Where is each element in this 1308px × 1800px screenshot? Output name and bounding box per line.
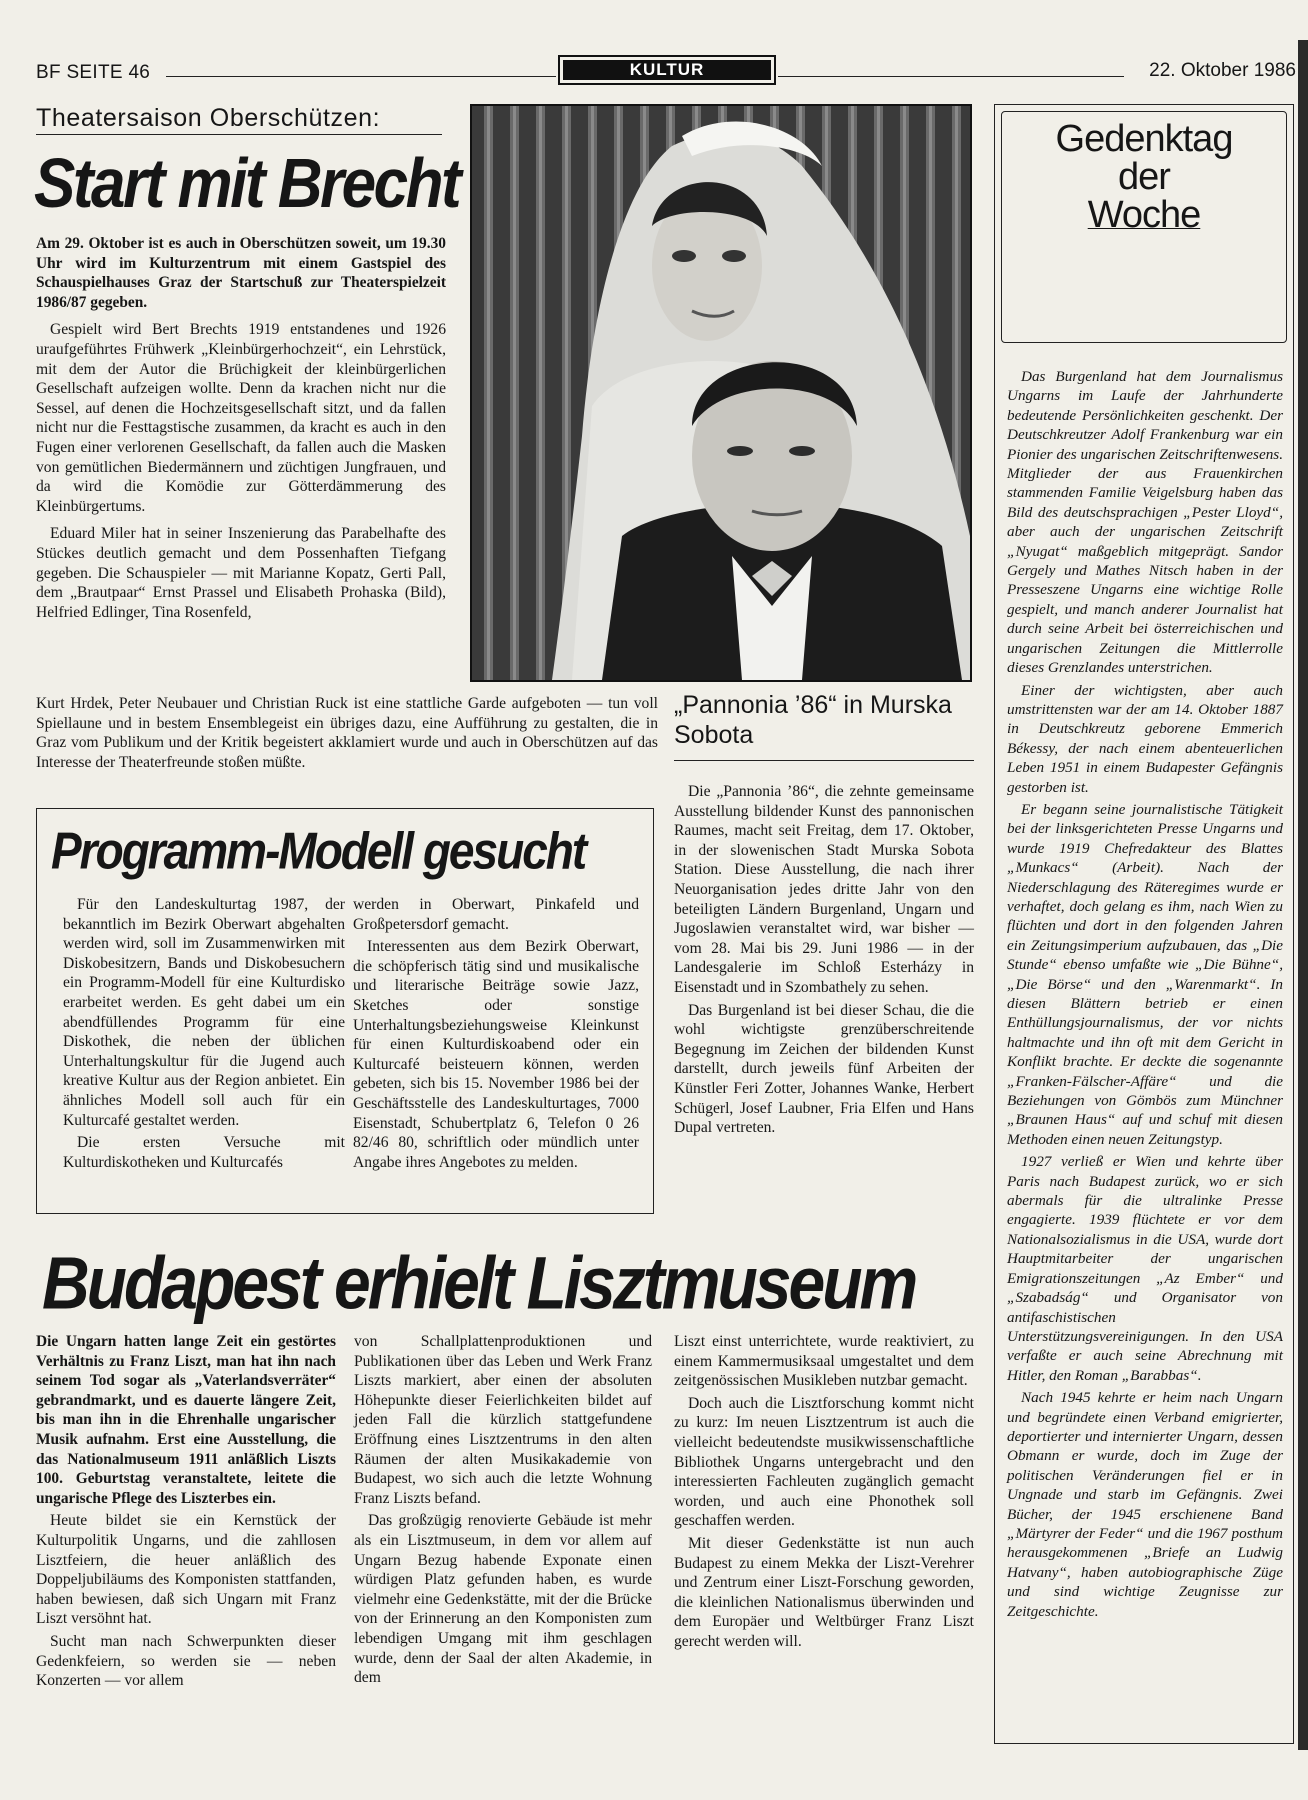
sidebar-paragraph: Er begann seine journalistische Tätigkeit bei der linksgerichteten Presse Ungarns und wurde 1919 Chefredakteur des Blattes „Munkacs“ (Arbeit). Nach der Niederschlagung des Räteregimes wurde er verhaftet, doch gelang es ihm, nach Wien zu flüchten und dort in den folgenden Jahren ein Zeitungsimperium aufzubauen, das „Die Stunde“ ebenso umfaßte wie „Die Bühne“, „Die Börse“ und den „Warenmarkt“. In diesen Blättern betrieb er einen Enthüllungsjournalismus, der vor nichts haltmachte und ihn oft mit dem Gericht in Konflikt brachte. Er deckte die sogenannte „Franken-Fälscher-Affäre“ und die Beziehungen von Gömbös zum Münchner „Braunen Haus“ auf und schuf mit diesen Methoden einen neuen Zeitungstyp. [1007, 800, 1283, 1148]
article4-col1 [36, 1332, 336, 1694]
page-edge [1298, 40, 1308, 1750]
article2-box [36, 808, 654, 1214]
article4-paragraph: von Schallplattenproduktionen und Publikationen über das Leben und Werk Franz Liszts markiert, aber einen der absoluten Höhepunkte dieser Feierlichkeiten bildet auf jeden Fall die kürzlich stattgefundene Eröffnung eines Lisztzentrums in den alten Räumen der alten Musikakademie von Budapest, wo sich auch die letzte Wohnung Franz Liszts befand. [354, 1333, 652, 1507]
article4-paragraph: Sucht man nach Schwerpunkten dieser Gedenkfeiern, so werden sie — neben Konzerten — vor allem [36, 1632, 336, 1690]
article1-paragraph: Kurt Hrdek, Peter Neubauer und Christian Ruck ist eine stattliche Garde aufgeboten — tun voll Spiellaune und in bestem Ensemblegeist ein übriges dazu, eine Aufführung zu gestalten, die in Graz vom Publikum und der Kritik begeistert akklamiert wurde und auch in Oberschützen auf das Interesse der Theaterfreunde stoßen müßte. [36, 695, 658, 771]
theater-photo [470, 104, 972, 682]
article1-body-cont [36, 694, 658, 775]
article4-headline: Budapest erhielt Lisztmuseum [42, 1241, 916, 1325]
issue-date: 22. Oktober 1986 [1149, 60, 1296, 81]
article2-headline: Programm-Modell gesucht [51, 821, 586, 880]
kicker-rule [36, 134, 442, 135]
page-number: BF SEITE 46 [36, 62, 151, 83]
article3-headline: „Pannonia ’86“ in Murska Sobota [674, 691, 952, 749]
article1-headline: Start mit Brecht [34, 150, 465, 219]
article4-paragraph: Mit dieser Gedenkstätte ist nun auch Budapest zu einem Mekka der Liszt-Verehrer und Zentrum einer Liszt-Forschung geworden, die kleinlichen Nationalismus überwinden und dem Europäer und Weltbürger Franz Liszt gerecht werden will. [674, 1534, 974, 1650]
header-rule-left [166, 76, 556, 77]
article1-body [36, 234, 446, 625]
article4-lead: Die Ungarn hatten lange Zeit ein gestörtes Verhältnis zu Franz Liszt, man hat ihn nach seinem Tod sogar als „Vaterlandsverräter“ gebrandmarkt, und es dauerte längere Zeit, bis man ihn in die Ehrenhalle ungarischer Musik aufnahm. Erst eine Ausstellung, die das Nationalmuseum 1911 anläßlich Liszts 100. Geburtstag veranstaltete, leitete die ungarische Pflege des Liszterbes ein. [36, 1333, 336, 1507]
sidebar-title-frame [1001, 111, 1287, 343]
sidebar-box [994, 104, 1294, 1744]
article1-paragraph: Gespielt wird Bert Brechts 1919 entstandenes und 1926 uraufgeführtes Frühwerk „Kleinbürgerhochzeit“, ein Lehrstück, mit dem der Autor die Brüchigkeit der kleinbürgerlichen Gesellschaft aufzeigen wollte. Denn da krachen nicht nur die Sessel, auf denen die Hochzeitsgesellschaft sitzt, und da fallen nicht nur die Festtagstische zusammen, da kracht es auch in den Fugen einer verlorenen Gesellschaft, da fallen auch die Masken von gemütlichen Biedermännern und züchtigen Jungfrauen, und da wird die Komödie zur Götterdämmerung des Kleinbürgertums. [36, 321, 446, 515]
article4-paragraph: Doch auch die Lisztforschung kommt nicht zu kurz: Im neuen Lisztzentrum ist auch die vielleicht bedeutendste musikwissenschaftliche Bibliothek Ungarns untergebracht und den interessierten Fachleuten zugänglich gemacht worden, und auch eine Phonothek soll geschaffen werden. [674, 1394, 974, 1530]
article3-paragraph: Das Burgenland ist bei dieser Schau, die die wohl wichtigste grenzüberschreitende Begegnung im Zeichen der bildenden Kunst darstellt, durch jeweils fünf Arbeiten der Künstler Feri Zotter, Johannes Wanke, Herbert Schügerl, Josef Laubner, Fria Elfen und Hans Dupal vertreten. [674, 1001, 974, 1137]
article2-paragraph: werden in Oberwart, Pinkafeld und Großpetersdorf gemacht. [353, 896, 639, 933]
article2-col1 [63, 895, 345, 1175]
header-rule-right [778, 76, 1124, 77]
sidebar-paragraph: 1927 verließ er Wien und kehrte über Paris nach Budapest zurück, wo er sich abermals für die ultralinke Presse engagierte. 1939 flüchtete er vor dem Nationalsozialismus in die USA, wurde dort Hauptmitarbeiter der ungarischen Emigrationszeitungen „Az Ember“ und „Szabadság“ und Organisator von antifaschistischen Unterstützungsvereinigungen. In den USA verfaßte er auch seine Abrechnung mit Hitler, den Roman „Barabbas“. [1007, 1153, 1283, 1384]
article4-col3 [674, 1332, 974, 1655]
article2-col2 [353, 895, 639, 1175]
section-label: KULTUR [563, 60, 771, 80]
article1-kicker: Theatersaison Oberschützen: [36, 104, 381, 132]
sidebar-paragraph: Einer der wichtigsten, aber auch umstrittensten war der am 14. Oktober 1887 in Deutschkreutz geborene Emmerich Békessy, der nach einem abenteuerlichen Leben 1951 in einem Budapester Gefängnis gestorben ist. [1007, 681, 1283, 796]
article3-body [674, 782, 974, 1141]
sidebar-body [1007, 367, 1283, 1624]
sidebar-paragraph: Nach 1945 kehrte er heim nach Ungarn und begründete einen Verband emigrierter, deportierter und internierter Ungarn, dessen Obmann er wurde, doch im Zuge der politischen Veränderungen fiel er in Ungnade und starb im Gefängnis. Zwei Bücher, der 1945 erschienene Band „Märtyrer der Feder“ und die 1967 posthum herausgekommenen „Briefe an Ludwig Hatvany“, haben autobiographische Züge und sind wichtige Zeugnisse zur Zeitgeschichte. [1007, 1389, 1283, 1620]
article2-paragraph: Interessenten aus dem Bezirk Oberwart, die schöpferisch tätig sind und musikalische und literarische Beiträge sowie Jazz, Sketches oder sonstige Unterhaltungsbeziehungsweise Kleinkunst für einen Kulturdiskoabend oder ein Kulturcafé beisteuern können, werden gebeten, sich bis 15. November 1986 bei der Geschäftsstelle des Landeskulturtages, 7000 Eisenstadt, Schubertplatz 6, Telefon 0 26 82/46 80, schriftlich oder mündlich unter Angabe ihres Angebotes zu melden. [353, 938, 639, 1171]
article4-col2 [354, 1332, 652, 1691]
sidebar-paragraph: Das Burgenland hat dem Journalismus Ungarns im Laufe der Jahrhunderte bedeutende Persönlichkeiten geschenkt. Der Deutschkreutzer Adolf Frankenburg war ein Pionier des ungarischen Zeitschriftenwesens. Mitglieder der aus Frauenkirchen stammenden Familie Veigelsburg haben das Bild des deutschsprachigen „Pester Lloyd“, aber auch der ungarischen Zeitschrift „Nyugat“ maßgeblich mitgeprägt. Sandor Gergely und Mathes Nitsch haben in der Presseszene Ungarns eine wichtige Rolle gespielt, und manch anderer Journalist hat durch seine Arbeit bei österreichischen und ungarischen Zeitungen die Mittlerrolle dieses Grenzlandes unterstrichen. [1007, 368, 1283, 677]
article1-lead: Am 29. Oktober ist es auch in Oberschützen soweit, um 19.30 Uhr wird im Kulturzentrum mit einem Gastspiel des Schauspielhauses Graz der Startschuß zur Theaterspielzeit 1986/87 gegeben. [36, 235, 446, 311]
article1-paragraph: Eduard Miler hat in seiner Inszenierung das Parabelhafte des Stückes deutlich gemacht und dem Possenhaften Tiefgang gegeben. Die Schauspieler — mit Marianne Kopatz, Gerti Pall, dem „Brautpaar“ Ernst Prassel und Elisabeth Prohaska (Bild), Helfried Edlinger, Tina Rosenfeld, [36, 525, 446, 621]
article2-paragraph: Die ersten Versuche mit Kulturdiskotheken und Kulturcafés [63, 1134, 345, 1171]
article4-paragraph: Liszt einst unterrichtete, wurde reaktiviert, zu einem Kammermusiksaal umgestaltet und dem zeitgenössischen Musikleben nutzbar gemacht. [674, 1333, 974, 1390]
article2-paragraph: Für den Landeskulturtag 1987, der bekanntlich im Bezirk Oberwart abgehalten werden wird, soll im Zusammenwirken mit Diskobesitzern, Bands und Diskobesuchern ein Programm-Modell für eine Kulturdisko erarbeitet werden. Es geht dabei um ein abendfüllendes Programm für eine Diskothek, die neben der üblichen Unterhaltungskultur für die Jugend auch kreative Kultur aus der Region anbietet. Ein ähnliches Modell soll auch für ein Kulturcafé gestaltet werden. [63, 896, 345, 1129]
article4-paragraph: Heute bildet sie ein Kernstück der Kulturpolitik Ungarns, und die zahllosen Lisztfeiern, die heuer anläßlich des Doppeljubiläums des Komponisten stattfanden, haben bewiesen, daß sich Ungarn mit Franz Liszt versöhnt hat. [36, 1512, 336, 1628]
sidebar-title-line2: der [1118, 156, 1170, 198]
sidebar-title-line1: Gedenktag [1055, 118, 1233, 160]
section-label-box [558, 55, 776, 85]
sidebar-title-line3: Woche [1087, 194, 1201, 236]
article3-rule [674, 760, 974, 761]
article4-paragraph: Das großzügig renovierte Gebäude ist mehr als ein Lisztmuseum, in dem vor allem auf Ungarn Bezug habende Exponate einen würdigen Platz gefunden haben, es wurde vielmehr eine Gedenkstätte, mit der die Brücke von der Erinnerung an den Komponisten zum lebendigen Umgang mit ihm geschlagen wurde, denn der Saal der alten Akademie, in dem [354, 1512, 652, 1687]
article3-paragraph: Die „Pannonia ’86“, die zehnte gemeinsame Ausstellung bildender Kunst des pannonischen Raumes, macht seit Freitag, dem 17. Oktober, in der slowenischen Stadt Murska Sobota Station. Diese Ausstellung, die nach ihrer Neuorganisation jedes dritte Jahr von den beteiligten Ländern Burgenland, Ungarn und Jugoslawien veranstaltet wird, war bisher — vom 28. Mai bis 29. Juni 1986 — in der Landesgalerie im Schloß Esterházy in Eisenstadt und in Szombathely zu sehen. [674, 783, 974, 996]
